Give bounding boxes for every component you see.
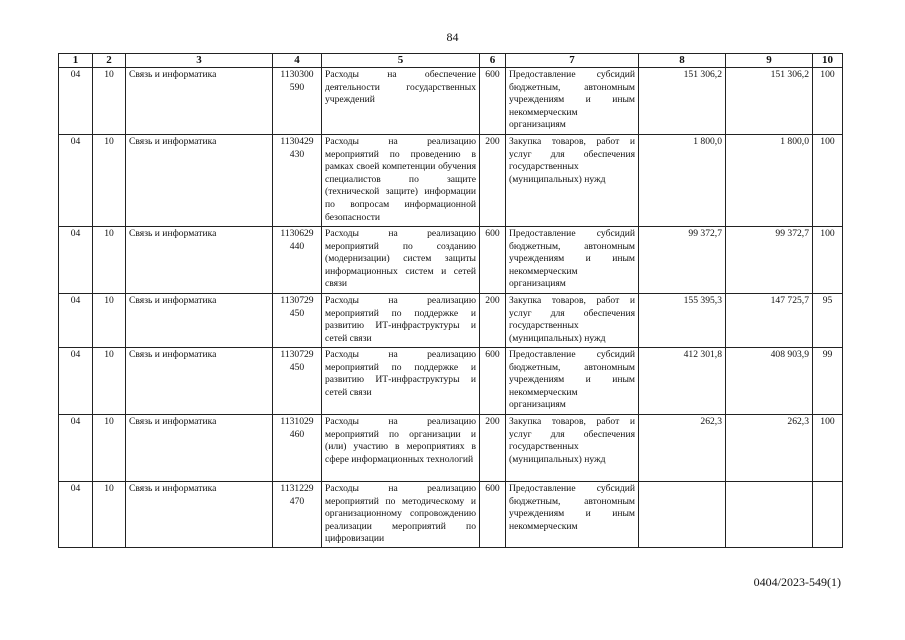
subsection-code: 10 bbox=[93, 68, 126, 135]
execution-percent: 95 bbox=[813, 294, 843, 348]
target-article-name: Расходы на реализацию мероприятий по проведению в рамках своей компетенции обучения специалистов по защите (технической защите) информации по вопросам информационной безопасности bbox=[322, 135, 480, 227]
expense-type-code: 600 bbox=[480, 227, 506, 294]
header-cell-3: 3 bbox=[126, 54, 273, 68]
section-name: Связь и информатика bbox=[126, 415, 273, 482]
target-article-code: 1130429 430 bbox=[273, 135, 322, 227]
planned-amount: 151 306,2 bbox=[639, 68, 726, 135]
executed-amount: 151 306,2 bbox=[726, 68, 813, 135]
table-row bbox=[59, 68, 843, 135]
expense-type-name: Предоставление субсидий бюджетным, автономным учреждениям и иным некоммерческим организациям bbox=[506, 348, 639, 415]
header-cell-7: 7 bbox=[506, 54, 639, 68]
table-row bbox=[59, 135, 843, 227]
target-article-name: Расходы на реализацию мероприятий по поддержке и развитию ИТ-инфраструктуры и сетей связи bbox=[322, 348, 480, 415]
subsection-code: 10 bbox=[93, 294, 126, 348]
target-article-code: 1130300 590 bbox=[273, 68, 322, 135]
table-row bbox=[59, 348, 843, 415]
expense-type-name: Предоставление субсидий бюджетным, автономным учреждениям и иным некоммерческим bbox=[506, 482, 639, 548]
target-article-code: 1130729 450 bbox=[273, 294, 322, 348]
section-code: 04 bbox=[59, 135, 93, 227]
subsection-code: 10 bbox=[93, 348, 126, 415]
header-cell-10: 10 bbox=[813, 54, 843, 68]
expense-type-name: Предоставление субсидий бюджетным, автономным учреждениям и иным некоммерческим организациям bbox=[506, 227, 639, 294]
expense-type-code: 200 bbox=[480, 294, 506, 348]
expense-type-name: Предоставление субсидий бюджетным, автономным учреждениям и иным некоммерческим организациям bbox=[506, 68, 639, 135]
target-article-code: 1130729 450 bbox=[273, 348, 322, 415]
execution-percent bbox=[813, 482, 843, 548]
execution-percent: 100 bbox=[813, 227, 843, 294]
execution-percent: 100 bbox=[813, 415, 843, 482]
header-cell-1: 1 bbox=[59, 54, 93, 68]
header-cell-5: 5 bbox=[322, 54, 480, 68]
section-code: 04 bbox=[59, 294, 93, 348]
subsection-code: 10 bbox=[93, 135, 126, 227]
section-code: 04 bbox=[59, 227, 93, 294]
header-cell-9: 9 bbox=[726, 54, 813, 68]
planned-amount: 412 301,8 bbox=[639, 348, 726, 415]
subsection-code: 10 bbox=[93, 227, 126, 294]
executed-amount: 408 903,9 bbox=[726, 348, 813, 415]
executed-amount: 147 725,7 bbox=[726, 294, 813, 348]
executed-amount: 1 800,0 bbox=[726, 135, 813, 227]
expense-type-name: Закупка товаров, работ и услуг для обеспечения государственных (муниципальных) нужд bbox=[506, 415, 639, 482]
executed-amount bbox=[726, 482, 813, 548]
target-article-code: 1130629 440 bbox=[273, 227, 322, 294]
execution-percent: 100 bbox=[813, 135, 843, 227]
planned-amount: 262,3 bbox=[639, 415, 726, 482]
section-code: 04 bbox=[59, 482, 93, 548]
header-row bbox=[59, 54, 843, 68]
header-cell-8: 8 bbox=[639, 54, 726, 68]
section-name: Связь и информатика bbox=[126, 135, 273, 227]
expense-type-code: 600 bbox=[480, 482, 506, 548]
section-name: Связь и информатика bbox=[126, 227, 273, 294]
expense-type-code: 200 bbox=[480, 135, 506, 227]
target-article-code: 1131229 470 bbox=[273, 482, 322, 548]
section-code: 04 bbox=[59, 415, 93, 482]
target-article-name: Расходы на реализацию мероприятий по поддержке и развитию ИТ-инфраструктуры и сетей связи bbox=[322, 294, 480, 348]
executed-amount: 99 372,7 bbox=[726, 227, 813, 294]
expense-type-code: 200 bbox=[480, 415, 506, 482]
target-article-name: Расходы на реализацию мероприятий по созданию (модернизации) систем защиты информационных систем и сетей связи bbox=[322, 227, 480, 294]
header-cell-4: 4 bbox=[273, 54, 322, 68]
execution-percent: 99 bbox=[813, 348, 843, 415]
executed-amount: 262,3 bbox=[726, 415, 813, 482]
subsection-code: 10 bbox=[93, 482, 126, 548]
subsection-code: 10 bbox=[93, 415, 126, 482]
table-row bbox=[59, 415, 843, 482]
planned-amount: 155 395,3 bbox=[639, 294, 726, 348]
execution-percent: 100 bbox=[813, 68, 843, 135]
header-cell-2: 2 bbox=[93, 54, 126, 68]
expense-type-name: Закупка товаров, работ и услуг для обеспечения государственных (муниципальных) нужд bbox=[506, 135, 639, 227]
target-article-name: Расходы на реализацию мероприятий по методическому и организационному сопровождению реализации мероприятий по цифровизации bbox=[322, 482, 480, 548]
budget-table bbox=[58, 53, 843, 548]
section-code: 04 bbox=[59, 348, 93, 415]
table-row bbox=[59, 227, 843, 294]
document-id: 0404/2023-549(1) bbox=[753, 575, 841, 589]
section-name: Связь и информатика bbox=[126, 482, 273, 548]
planned-amount: 1 800,0 bbox=[639, 135, 726, 227]
planned-amount bbox=[639, 482, 726, 548]
target-article-name: Расходы на обеспечение деятельности государственных учреждений bbox=[322, 68, 480, 135]
expense-type-code: 600 bbox=[480, 68, 506, 135]
header-cell-6: 6 bbox=[480, 54, 506, 68]
section-name: Связь и информатика bbox=[126, 348, 273, 415]
expense-type-name: Закупка товаров, работ и услуг для обеспечения государственных (муниципальных) нужд bbox=[506, 294, 639, 348]
table-row bbox=[59, 482, 843, 548]
expense-type-code: 600 bbox=[480, 348, 506, 415]
table-row bbox=[59, 294, 843, 348]
section-name: Связь и информатика bbox=[126, 68, 273, 135]
target-article-code: 1131029 460 bbox=[273, 415, 322, 482]
section-name: Связь и информатика bbox=[126, 294, 273, 348]
section-code: 04 bbox=[59, 68, 93, 135]
planned-amount: 99 372,7 bbox=[639, 227, 726, 294]
page-number: 84 bbox=[446, 30, 459, 44]
target-article-name: Расходы на реализацию мероприятий по организации и (или) участию в мероприятиях в сфере информационных технологий bbox=[322, 415, 480, 482]
